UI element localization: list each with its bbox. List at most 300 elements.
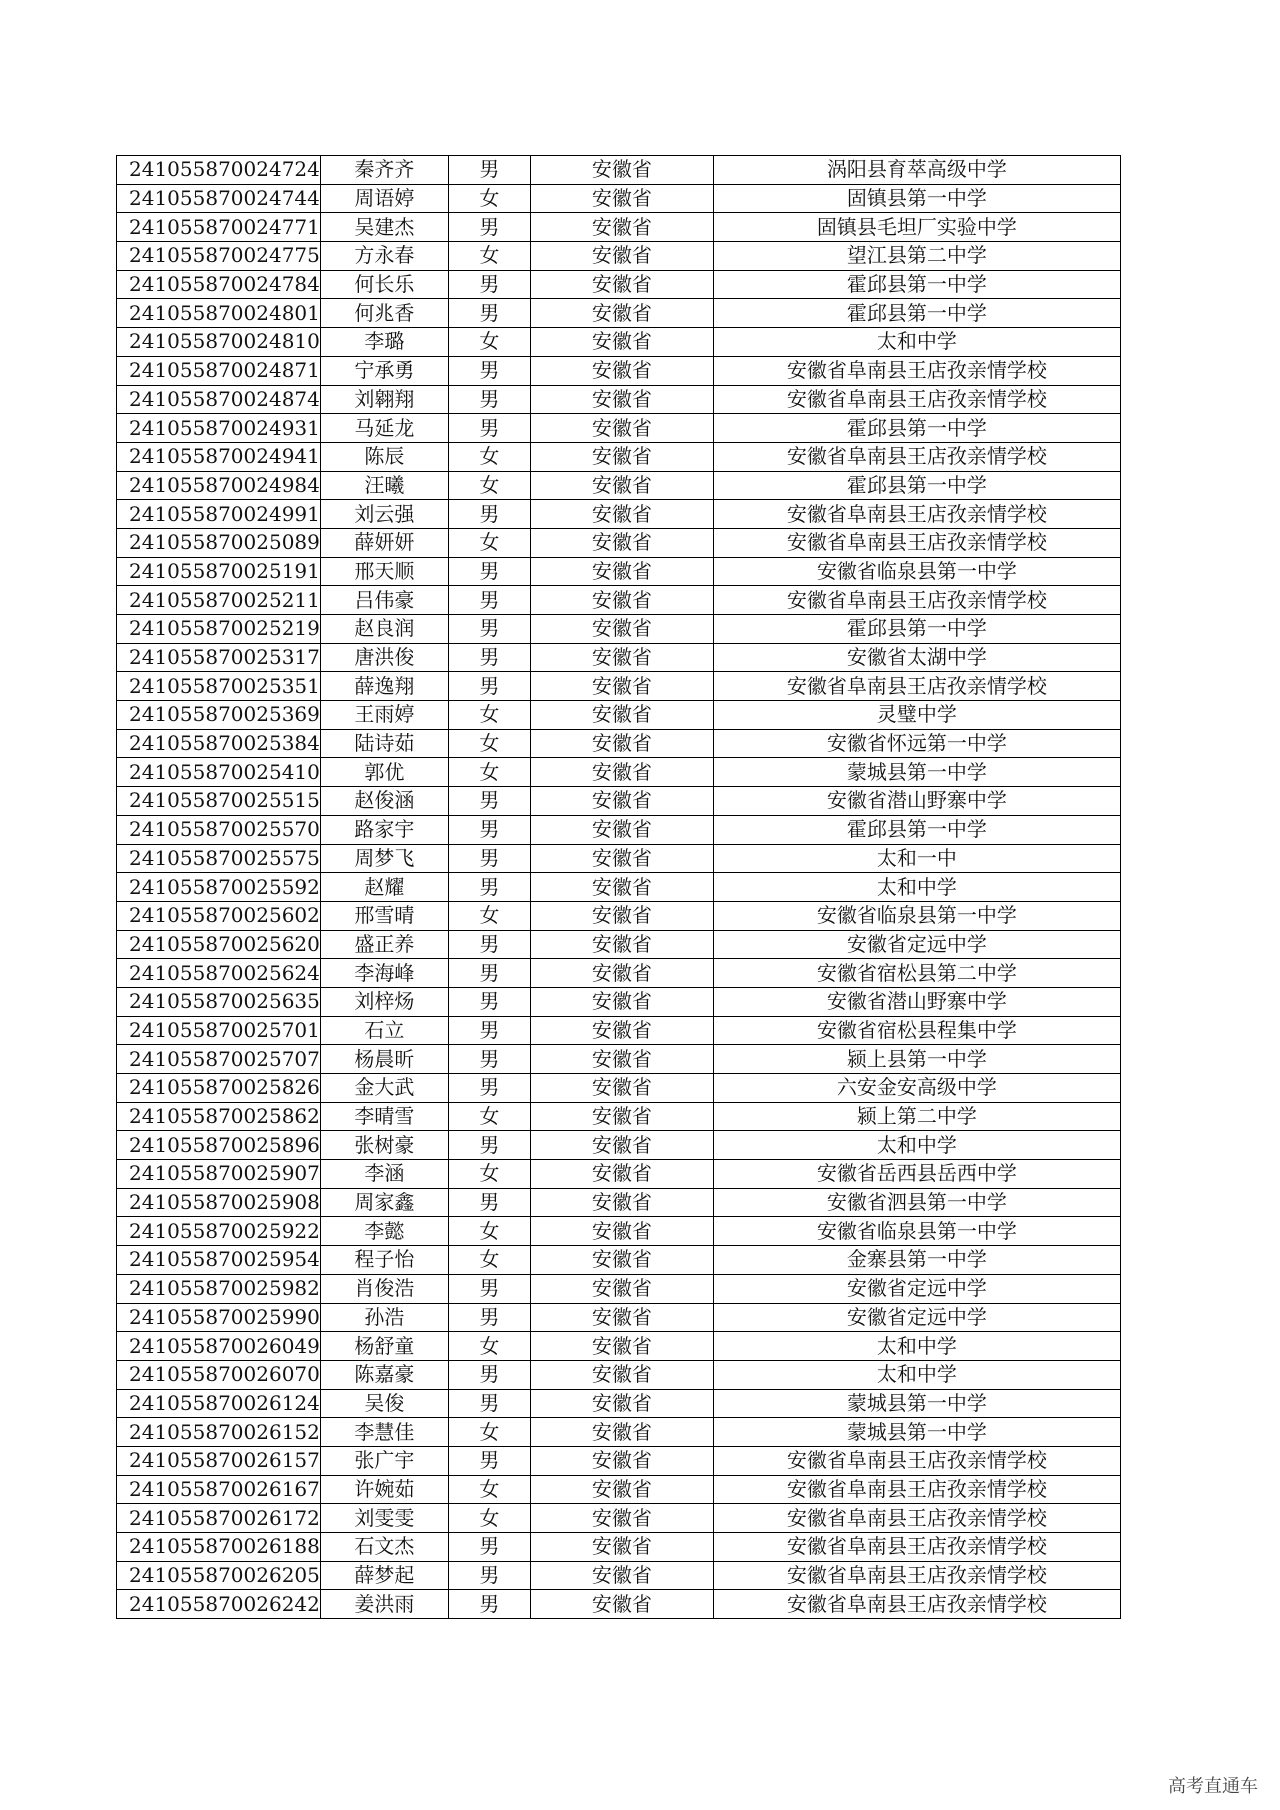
school-cell: 霍邱县第一中学 bbox=[713, 299, 1120, 328]
gender-cell: 男 bbox=[448, 385, 530, 414]
gender-cell: 女 bbox=[448, 1475, 530, 1504]
province-cell: 安徽省 bbox=[530, 1246, 713, 1275]
province-cell: 安徽省 bbox=[530, 213, 713, 242]
name-cell: 秦齐齐 bbox=[320, 156, 448, 185]
gender-cell: 男 bbox=[448, 1074, 530, 1103]
name-cell: 周梦飞 bbox=[320, 844, 448, 873]
name-cell: 邢雪晴 bbox=[320, 901, 448, 930]
gender-cell: 男 bbox=[448, 959, 530, 988]
exam-id-cell: 241055870026070 bbox=[117, 1360, 321, 1389]
exam-id-cell: 241055870025908 bbox=[117, 1188, 321, 1217]
exam-id-cell: 241055870026188 bbox=[117, 1533, 321, 1562]
province-cell: 安徽省 bbox=[530, 815, 713, 844]
school-cell: 颍上县第一中学 bbox=[713, 1045, 1120, 1074]
school-cell: 安徽省阜南县王店孜亲情学校 bbox=[713, 500, 1120, 529]
gender-cell: 女 bbox=[448, 1504, 530, 1533]
watermark-text: 高考直通车 bbox=[1168, 1776, 1258, 1797]
school-cell: 安徽省宿松县程集中学 bbox=[713, 1016, 1120, 1045]
table-row bbox=[117, 242, 1121, 271]
gender-cell: 男 bbox=[448, 615, 530, 644]
name-cell: 吴建杰 bbox=[320, 213, 448, 242]
province-cell: 安徽省 bbox=[530, 615, 713, 644]
gender-cell: 女 bbox=[448, 1217, 530, 1246]
province-cell: 安徽省 bbox=[530, 1418, 713, 1447]
gender-cell: 男 bbox=[448, 787, 530, 816]
table-row bbox=[117, 901, 1121, 930]
gender-cell: 男 bbox=[448, 270, 530, 299]
name-cell: 李晴雪 bbox=[320, 1102, 448, 1131]
table-row bbox=[117, 1045, 1121, 1074]
gender-cell: 男 bbox=[448, 1446, 530, 1475]
gender-cell: 男 bbox=[448, 356, 530, 385]
school-cell: 安徽省岳西县岳西中学 bbox=[713, 1160, 1120, 1189]
school-cell: 安徽省潜山野寨中学 bbox=[713, 987, 1120, 1016]
exam-id-cell: 241055870025219 bbox=[117, 615, 321, 644]
province-cell: 安徽省 bbox=[530, 586, 713, 615]
name-cell: 李璐 bbox=[320, 328, 448, 357]
school-cell: 望江县第二中学 bbox=[713, 242, 1120, 271]
school-cell: 六安金安高级中学 bbox=[713, 1074, 1120, 1103]
school-cell: 太和一中 bbox=[713, 844, 1120, 873]
province-cell: 安徽省 bbox=[530, 1102, 713, 1131]
exam-id-cell: 241055870026157 bbox=[117, 1446, 321, 1475]
province-cell: 安徽省 bbox=[530, 557, 713, 586]
name-cell: 李海峰 bbox=[320, 959, 448, 988]
exam-id-cell: 241055870025635 bbox=[117, 987, 321, 1016]
school-cell: 安徽省阜南县王店孜亲情学校 bbox=[713, 1446, 1120, 1475]
gender-cell: 女 bbox=[448, 1102, 530, 1131]
exam-id-cell: 241055870025351 bbox=[117, 672, 321, 701]
gender-cell: 男 bbox=[448, 1561, 530, 1590]
exam-id-cell: 241055870025701 bbox=[117, 1016, 321, 1045]
province-cell: 安徽省 bbox=[530, 1389, 713, 1418]
exam-id-cell: 241055870025211 bbox=[117, 586, 321, 615]
school-cell: 固镇县毛坦厂实验中学 bbox=[713, 213, 1120, 242]
province-cell: 安徽省 bbox=[530, 1045, 713, 1074]
province-cell: 安徽省 bbox=[530, 242, 713, 271]
province-cell: 安徽省 bbox=[530, 1504, 713, 1533]
name-cell: 吴俊 bbox=[320, 1389, 448, 1418]
table-row bbox=[117, 328, 1121, 357]
gender-cell: 女 bbox=[448, 758, 530, 787]
province-cell: 安徽省 bbox=[530, 1590, 713, 1619]
exam-id-cell: 241055870025982 bbox=[117, 1274, 321, 1303]
table-row bbox=[117, 615, 1121, 644]
exam-id-cell: 241055870024771 bbox=[117, 213, 321, 242]
name-cell: 赵良润 bbox=[320, 615, 448, 644]
name-cell: 陈辰 bbox=[320, 442, 448, 471]
student-list-table bbox=[116, 155, 1121, 1619]
school-cell: 蒙城县第一中学 bbox=[713, 1418, 1120, 1447]
school-cell: 安徽省定远中学 bbox=[713, 930, 1120, 959]
gender-cell: 男 bbox=[448, 873, 530, 902]
province-cell: 安徽省 bbox=[530, 643, 713, 672]
table-row bbox=[117, 844, 1121, 873]
table-row bbox=[117, 787, 1121, 816]
name-cell: 程子怡 bbox=[320, 1246, 448, 1275]
province-cell: 安徽省 bbox=[530, 987, 713, 1016]
province-cell: 安徽省 bbox=[530, 1475, 713, 1504]
school-cell: 太和中学 bbox=[713, 328, 1120, 357]
table-row bbox=[117, 1131, 1121, 1160]
table-row bbox=[117, 1504, 1121, 1533]
exam-id-cell: 241055870025907 bbox=[117, 1160, 321, 1189]
province-cell: 安徽省 bbox=[530, 1074, 713, 1103]
name-cell: 姜洪雨 bbox=[320, 1590, 448, 1619]
exam-id-cell: 241055870026167 bbox=[117, 1475, 321, 1504]
gender-cell: 男 bbox=[448, 1131, 530, 1160]
name-cell: 刘翱翔 bbox=[320, 385, 448, 414]
school-cell: 金寨县第一中学 bbox=[713, 1246, 1120, 1275]
gender-cell: 女 bbox=[448, 1418, 530, 1447]
table-row bbox=[117, 586, 1121, 615]
gender-cell: 男 bbox=[448, 299, 530, 328]
gender-cell: 男 bbox=[448, 1188, 530, 1217]
table-row bbox=[117, 643, 1121, 672]
gender-cell: 女 bbox=[448, 1246, 530, 1275]
school-cell: 颍上第二中学 bbox=[713, 1102, 1120, 1131]
school-cell: 安徽省阜南县王店孜亲情学校 bbox=[713, 1590, 1120, 1619]
table-row bbox=[117, 1418, 1121, 1447]
exam-id-cell: 241055870025369 bbox=[117, 701, 321, 730]
school-cell: 霍邱县第一中学 bbox=[713, 414, 1120, 443]
table-row bbox=[117, 729, 1121, 758]
gender-cell: 女 bbox=[448, 242, 530, 271]
school-cell: 太和中学 bbox=[713, 1332, 1120, 1361]
table-row bbox=[117, 385, 1121, 414]
table-row bbox=[117, 873, 1121, 902]
province-cell: 安徽省 bbox=[530, 1446, 713, 1475]
table-row bbox=[117, 930, 1121, 959]
province-cell: 安徽省 bbox=[530, 299, 713, 328]
school-cell: 安徽省怀远第一中学 bbox=[713, 729, 1120, 758]
exam-id-cell: 241055870025317 bbox=[117, 643, 321, 672]
name-cell: 王雨婷 bbox=[320, 701, 448, 730]
gender-cell: 男 bbox=[448, 844, 530, 873]
name-cell: 石立 bbox=[320, 1016, 448, 1045]
school-cell: 安徽省阜南县王店孜亲情学校 bbox=[713, 385, 1120, 414]
name-cell: 李涵 bbox=[320, 1160, 448, 1189]
gender-cell: 男 bbox=[448, 1360, 530, 1389]
gender-cell: 男 bbox=[448, 1303, 530, 1332]
exam-id-cell: 241055870025896 bbox=[117, 1131, 321, 1160]
province-cell: 安徽省 bbox=[530, 1274, 713, 1303]
exam-id-cell: 241055870025990 bbox=[117, 1303, 321, 1332]
table-row bbox=[117, 1561, 1121, 1590]
gender-cell: 女 bbox=[448, 701, 530, 730]
name-cell: 李懿 bbox=[320, 1217, 448, 1246]
table-row bbox=[117, 959, 1121, 988]
province-cell: 安徽省 bbox=[530, 1217, 713, 1246]
province-cell: 安徽省 bbox=[530, 901, 713, 930]
school-cell: 固镇县第一中学 bbox=[713, 184, 1120, 213]
name-cell: 赵耀 bbox=[320, 873, 448, 902]
gender-cell: 男 bbox=[448, 1045, 530, 1074]
table-row bbox=[117, 1389, 1121, 1418]
province-cell: 安徽省 bbox=[530, 156, 713, 185]
exam-id-cell: 241055870025410 bbox=[117, 758, 321, 787]
school-cell: 安徽省阜南县王店孜亲情学校 bbox=[713, 1533, 1120, 1562]
gender-cell: 男 bbox=[448, 414, 530, 443]
province-cell: 安徽省 bbox=[530, 385, 713, 414]
exam-id-cell: 241055870025384 bbox=[117, 729, 321, 758]
province-cell: 安徽省 bbox=[530, 1016, 713, 1045]
gender-cell: 男 bbox=[448, 1590, 530, 1619]
school-cell: 安徽省定远中学 bbox=[713, 1274, 1120, 1303]
exam-id-cell: 241055870025592 bbox=[117, 873, 321, 902]
school-cell: 安徽省定远中学 bbox=[713, 1303, 1120, 1332]
province-cell: 安徽省 bbox=[530, 528, 713, 557]
name-cell: 张广宇 bbox=[320, 1446, 448, 1475]
school-cell: 安徽省临泉县第一中学 bbox=[713, 1217, 1120, 1246]
school-cell: 蒙城县第一中学 bbox=[713, 758, 1120, 787]
province-cell: 安徽省 bbox=[530, 672, 713, 701]
province-cell: 安徽省 bbox=[530, 844, 713, 873]
school-cell: 安徽省阜南县王店孜亲情学校 bbox=[713, 1475, 1120, 1504]
gender-cell: 男 bbox=[448, 557, 530, 586]
name-cell: 马延龙 bbox=[320, 414, 448, 443]
table-row bbox=[117, 471, 1121, 500]
province-cell: 安徽省 bbox=[530, 873, 713, 902]
school-cell: 安徽省临泉县第一中学 bbox=[713, 557, 1120, 586]
name-cell: 郭优 bbox=[320, 758, 448, 787]
school-cell: 霍邱县第一中学 bbox=[713, 815, 1120, 844]
table-row bbox=[117, 184, 1121, 213]
province-cell: 安徽省 bbox=[530, 270, 713, 299]
name-cell: 刘云强 bbox=[320, 500, 448, 529]
school-cell: 安徽省阜南县王店孜亲情学校 bbox=[713, 1504, 1120, 1533]
gender-cell: 男 bbox=[448, 1016, 530, 1045]
gender-cell: 女 bbox=[448, 1160, 530, 1189]
name-cell: 许婉茹 bbox=[320, 1475, 448, 1504]
province-cell: 安徽省 bbox=[530, 442, 713, 471]
province-cell: 安徽省 bbox=[530, 1561, 713, 1590]
school-cell: 太和中学 bbox=[713, 1360, 1120, 1389]
exam-id-cell: 241055870024874 bbox=[117, 385, 321, 414]
gender-cell: 男 bbox=[448, 987, 530, 1016]
province-cell: 安徽省 bbox=[530, 701, 713, 730]
table-row bbox=[117, 270, 1121, 299]
gender-cell: 男 bbox=[448, 500, 530, 529]
table-row bbox=[117, 1475, 1121, 1504]
table-row bbox=[117, 815, 1121, 844]
exam-id-cell: 241055870024775 bbox=[117, 242, 321, 271]
name-cell: 薛逸翔 bbox=[320, 672, 448, 701]
gender-cell: 男 bbox=[448, 1389, 530, 1418]
gender-cell: 女 bbox=[448, 442, 530, 471]
province-cell: 安徽省 bbox=[530, 1160, 713, 1189]
table-row bbox=[117, 1533, 1121, 1562]
school-cell: 安徽省泗县第一中学 bbox=[713, 1188, 1120, 1217]
table-row bbox=[117, 557, 1121, 586]
exam-id-cell: 241055870024984 bbox=[117, 471, 321, 500]
name-cell: 周家鑫 bbox=[320, 1188, 448, 1217]
province-cell: 安徽省 bbox=[530, 500, 713, 529]
exam-id-cell: 241055870026124 bbox=[117, 1389, 321, 1418]
province-cell: 安徽省 bbox=[530, 758, 713, 787]
exam-id-cell: 241055870026242 bbox=[117, 1590, 321, 1619]
exam-id-cell: 241055870025826 bbox=[117, 1074, 321, 1103]
province-cell: 安徽省 bbox=[530, 414, 713, 443]
exam-id-cell: 241055870024801 bbox=[117, 299, 321, 328]
exam-id-cell: 241055870025862 bbox=[117, 1102, 321, 1131]
name-cell: 方永春 bbox=[320, 242, 448, 271]
exam-id-cell: 241055870026152 bbox=[117, 1418, 321, 1447]
province-cell: 安徽省 bbox=[530, 328, 713, 357]
gender-cell: 女 bbox=[448, 528, 530, 557]
exam-id-cell: 241055870026172 bbox=[117, 1504, 321, 1533]
name-cell: 唐洪俊 bbox=[320, 643, 448, 672]
school-cell: 霍邱县第一中学 bbox=[713, 615, 1120, 644]
name-cell: 路家宇 bbox=[320, 815, 448, 844]
school-cell: 太和中学 bbox=[713, 873, 1120, 902]
school-cell: 安徽省阜南县王店孜亲情学校 bbox=[713, 356, 1120, 385]
gender-cell: 男 bbox=[448, 213, 530, 242]
exam-id-cell: 241055870025602 bbox=[117, 901, 321, 930]
exam-id-cell: 241055870025954 bbox=[117, 1246, 321, 1275]
table-row bbox=[117, 1160, 1121, 1189]
exam-id-cell: 241055870025191 bbox=[117, 557, 321, 586]
gender-cell: 男 bbox=[448, 815, 530, 844]
province-cell: 安徽省 bbox=[530, 729, 713, 758]
table-row bbox=[117, 1016, 1121, 1045]
table-row bbox=[117, 528, 1121, 557]
school-cell: 蒙城县第一中学 bbox=[713, 1389, 1120, 1418]
school-cell: 安徽省太湖中学 bbox=[713, 643, 1120, 672]
school-cell: 安徽省潜山野寨中学 bbox=[713, 787, 1120, 816]
table-row bbox=[117, 672, 1121, 701]
table-row bbox=[117, 758, 1121, 787]
province-cell: 安徽省 bbox=[530, 1188, 713, 1217]
name-cell: 刘梓炀 bbox=[320, 987, 448, 1016]
name-cell: 赵俊涵 bbox=[320, 787, 448, 816]
province-cell: 安徽省 bbox=[530, 1332, 713, 1361]
exam-id-cell: 241055870024871 bbox=[117, 356, 321, 385]
school-cell: 安徽省宿松县第二中学 bbox=[713, 959, 1120, 988]
table-row bbox=[117, 1332, 1121, 1361]
name-cell: 张树豪 bbox=[320, 1131, 448, 1160]
name-cell: 陆诗茹 bbox=[320, 729, 448, 758]
table-row bbox=[117, 299, 1121, 328]
gender-cell: 女 bbox=[448, 901, 530, 930]
table-row bbox=[117, 1074, 1121, 1103]
name-cell: 孙浩 bbox=[320, 1303, 448, 1332]
name-cell: 石文杰 bbox=[320, 1533, 448, 1562]
name-cell: 何兆香 bbox=[320, 299, 448, 328]
name-cell: 何长乐 bbox=[320, 270, 448, 299]
school-cell: 安徽省阜南县王店孜亲情学校 bbox=[713, 586, 1120, 615]
exam-id-cell: 241055870025515 bbox=[117, 787, 321, 816]
exam-id-cell: 241055870025624 bbox=[117, 959, 321, 988]
exam-id-cell: 241055870025570 bbox=[117, 815, 321, 844]
exam-id-cell: 241055870024784 bbox=[117, 270, 321, 299]
school-cell: 涡阳县育萃高级中学 bbox=[713, 156, 1120, 185]
gender-cell: 女 bbox=[448, 471, 530, 500]
exam-id-cell: 241055870025707 bbox=[117, 1045, 321, 1074]
school-cell: 安徽省阜南县王店孜亲情学校 bbox=[713, 672, 1120, 701]
name-cell: 薛妍妍 bbox=[320, 528, 448, 557]
name-cell: 肖俊浩 bbox=[320, 1274, 448, 1303]
table-row bbox=[117, 1246, 1121, 1275]
exam-id-cell: 241055870024810 bbox=[117, 328, 321, 357]
exam-id-cell: 241055870026205 bbox=[117, 1561, 321, 1590]
exam-id-cell: 241055870024931 bbox=[117, 414, 321, 443]
name-cell: 杨晨昕 bbox=[320, 1045, 448, 1074]
table-row bbox=[117, 356, 1121, 385]
gender-cell: 女 bbox=[448, 328, 530, 357]
school-cell: 安徽省阜南县王店孜亲情学校 bbox=[713, 1561, 1120, 1590]
table-row bbox=[117, 1590, 1121, 1619]
exam-id-cell: 241055870024744 bbox=[117, 184, 321, 213]
gender-cell: 男 bbox=[448, 1533, 530, 1562]
province-cell: 安徽省 bbox=[530, 1131, 713, 1160]
table-row bbox=[117, 701, 1121, 730]
name-cell: 李慧佳 bbox=[320, 1418, 448, 1447]
name-cell: 周语婷 bbox=[320, 184, 448, 213]
table-row bbox=[117, 1274, 1121, 1303]
gender-cell: 女 bbox=[448, 1332, 530, 1361]
province-cell: 安徽省 bbox=[530, 930, 713, 959]
name-cell: 吕伟豪 bbox=[320, 586, 448, 615]
exam-id-cell: 241055870025575 bbox=[117, 844, 321, 873]
school-cell: 霍邱县第一中学 bbox=[713, 270, 1120, 299]
school-cell: 太和中学 bbox=[713, 1131, 1120, 1160]
table-body bbox=[117, 156, 1121, 1619]
province-cell: 安徽省 bbox=[530, 787, 713, 816]
table-row bbox=[117, 414, 1121, 443]
school-cell: 安徽省阜南县王店孜亲情学校 bbox=[713, 442, 1120, 471]
province-cell: 安徽省 bbox=[530, 1533, 713, 1562]
table-row bbox=[117, 1217, 1121, 1246]
province-cell: 安徽省 bbox=[530, 1303, 713, 1332]
name-cell: 邢天顺 bbox=[320, 557, 448, 586]
gender-cell: 男 bbox=[448, 156, 530, 185]
gender-cell: 女 bbox=[448, 184, 530, 213]
table-row bbox=[117, 1303, 1121, 1332]
school-cell: 霍邱县第一中学 bbox=[713, 471, 1120, 500]
exam-id-cell: 241055870024941 bbox=[117, 442, 321, 471]
table-row bbox=[117, 156, 1121, 185]
exam-id-cell: 241055870024991 bbox=[117, 500, 321, 529]
exam-id-cell: 241055870024724 bbox=[117, 156, 321, 185]
exam-id-cell: 241055870025922 bbox=[117, 1217, 321, 1246]
table-row bbox=[117, 442, 1121, 471]
table-row bbox=[117, 1360, 1121, 1389]
name-cell: 薛梦起 bbox=[320, 1561, 448, 1590]
table-row bbox=[117, 500, 1121, 529]
name-cell: 盛正养 bbox=[320, 930, 448, 959]
table-row bbox=[117, 213, 1121, 242]
table-row bbox=[117, 987, 1121, 1016]
province-cell: 安徽省 bbox=[530, 184, 713, 213]
table-row bbox=[117, 1188, 1121, 1217]
school-cell: 安徽省阜南县王店孜亲情学校 bbox=[713, 528, 1120, 557]
province-cell: 安徽省 bbox=[530, 471, 713, 500]
gender-cell: 男 bbox=[448, 586, 530, 615]
province-cell: 安徽省 bbox=[530, 356, 713, 385]
name-cell: 汪曦 bbox=[320, 471, 448, 500]
gender-cell: 男 bbox=[448, 1274, 530, 1303]
exam-id-cell: 241055870026049 bbox=[117, 1332, 321, 1361]
name-cell: 金大武 bbox=[320, 1074, 448, 1103]
school-cell: 安徽省临泉县第一中学 bbox=[713, 901, 1120, 930]
gender-cell: 男 bbox=[448, 930, 530, 959]
exam-id-cell: 241055870025620 bbox=[117, 930, 321, 959]
province-cell: 安徽省 bbox=[530, 959, 713, 988]
name-cell: 刘雯雯 bbox=[320, 1504, 448, 1533]
table-row bbox=[117, 1446, 1121, 1475]
name-cell: 宁承勇 bbox=[320, 356, 448, 385]
